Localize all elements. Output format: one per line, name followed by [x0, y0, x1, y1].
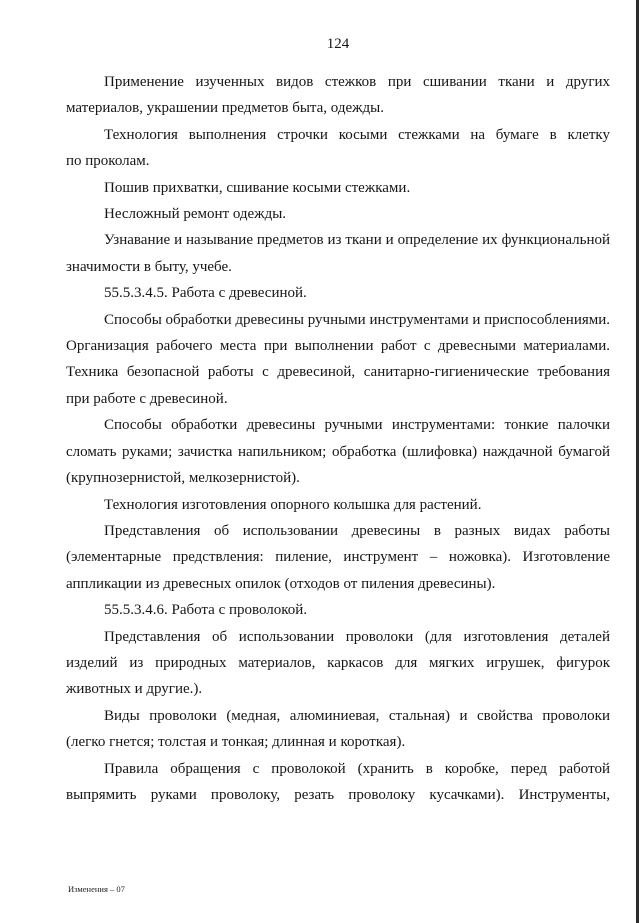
paragraph-line: изделий из природных материалов, каркасов для мягких игрушек, фигурок — [66, 654, 610, 671]
paragraph-line: Применение изученных видов стежков при сшивании ткани и других — [104, 74, 610, 90]
paragraph — [66, 492, 610, 518]
paragraph-line: Узнавание и называние предметов из ткани и определение их функциональной — [104, 232, 610, 249]
paragraph-line: аппликации из древесных опилок (отходов от пиления древесины). — [66, 575, 496, 592]
paragraph-line: (крупнозернистой, мелкозернистой). — [66, 470, 300, 487]
section-heading — [66, 280, 610, 306]
page-number: 124 — [326, 36, 350, 52]
paragraph-line: при работе с древесиной. — [66, 390, 228, 407]
paragraph-line: Представления об использовании древесины в разных видах работы — [104, 522, 610, 539]
paragraph-line: Пошив прихватки, сшивание косыми стежками. — [104, 179, 411, 196]
paragraph — [66, 122, 610, 175]
paragraph-line: Технология выполнения строчки косыми стежками на бумаге в клетку — [104, 126, 610, 143]
paragraph — [66, 201, 610, 227]
paragraph — [66, 227, 610, 280]
paragraph-line: Способы обработки древесины ручными инструментами и приспособлениями. — [104, 311, 611, 328]
paragraph-line: значимости в быту, учебе. — [66, 258, 232, 275]
paragraph-line: выпрямить руками проволоку, резать проволоку кусачками). Инструменты, — [66, 786, 610, 803]
document-body — [66, 69, 610, 808]
paragraph-line: по проколам. — [66, 153, 150, 170]
paragraph-line: (элементарные предствления: пиление, инструмент – ножовка). Изготовление — [66, 549, 610, 566]
paragraph-line: сломать руками; зачистка напильником; обработка (шлифовка) наждачной бумагой — [66, 443, 610, 460]
paragraph-line: Несложный ремонт одежды. — [104, 206, 287, 223]
section-heading-text: 55.5.3.4.5. Работа с древесиной. — [104, 285, 307, 302]
paragraph-line: животных и другие.). — [66, 681, 203, 698]
paragraph — [66, 518, 610, 597]
paragraph — [66, 307, 610, 413]
paragraph-line: Технология изготовления опорного колышка для растений. — [104, 496, 482, 513]
paragraph — [66, 624, 610, 703]
paragraph — [66, 756, 610, 809]
paragraph-line: Правила обращения с проволокой (хранить в коробке, перед работой — [104, 760, 610, 777]
paragraph-line: (легко гнется; толстая и тонкая; длинная и короткая). — [66, 734, 406, 751]
section-heading — [66, 597, 610, 623]
paragraph-line: Организация рабочего места при выполнении работ с древесными материалами. — [66, 338, 610, 355]
section-heading-text: 55.5.3.4.6. Работа с проволокой. — [104, 602, 308, 619]
paragraph — [66, 175, 610, 201]
paragraph — [66, 703, 610, 756]
paragraph — [66, 412, 610, 491]
paragraph-line: Техника безопасной работы с древесиной, санитарно-гигиенические требования — [66, 364, 610, 381]
paragraph-line: Представления об использовании проволоки (для изготовления деталей — [104, 628, 610, 645]
footer-revision-note: Изменения – 07 — [68, 884, 125, 894]
scan-edge-border — [636, 0, 639, 923]
paragraph-line: Виды проволоки (медная, алюминиевая, стальная) и свойства проволоки — [104, 707, 610, 724]
paragraph-line: материалов, украшении предметов быта, одежды. — [66, 100, 384, 117]
paragraph-line: Способы обработки древесины ручными инструментами: тонкие палочки — [104, 417, 610, 434]
paragraph — [66, 69, 610, 122]
